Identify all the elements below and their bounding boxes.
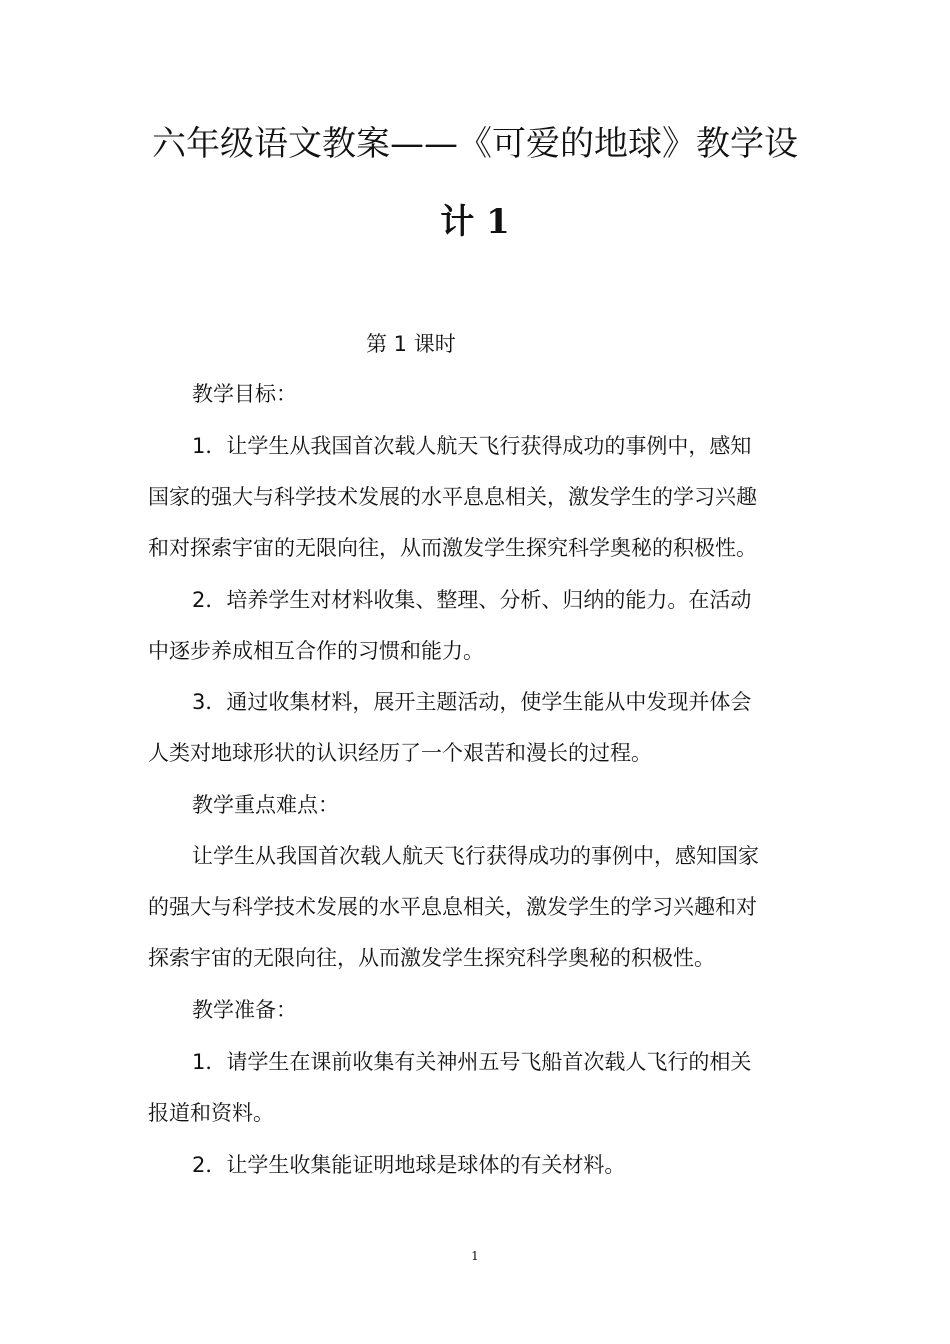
objective-2-line-1: 2．培养学生对材料收集、整理、分析、归纳的能力。在活动 — [192, 588, 752, 612]
objective-1-line-2: 国家的强大与科学技术发展的水平息息相关，激发学生的学习兴趣 — [148, 485, 757, 509]
objective-2-line-2: 中逐步养成相互合作的习惯和能力。 — [148, 639, 484, 663]
lesson-label: 第 1 课时 — [366, 332, 456, 356]
keypoints-line-2: 的强大与科学技术发展的水平息息相关，激发学生的学习兴趣和对 — [148, 895, 757, 919]
keypoints-line-3: 探索宇宙的无限向往，从而激发学生探究科学奥秘的积极性。 — [148, 946, 715, 970]
objectives-heading: 教学目标： — [192, 382, 297, 406]
keypoints-line-1: 让学生从我国首次载人航天飞行获得成功的事例中，感知国家 — [192, 844, 759, 868]
preparation-heading: 教学准备： — [192, 998, 297, 1022]
objective-3-line-1: 3．通过收集材料，展开主题活动，使学生能从中发现并体会 — [192, 690, 752, 714]
preparation-1-line-2: 报道和资料。 — [148, 1101, 274, 1125]
page-number: 1 — [471, 1249, 479, 1263]
objective-1-line-1: 1．让学生从我国首次载人航天飞行获得成功的事例中，感知 — [192, 434, 752, 458]
objective-3-line-2: 人类对地球形状的认识经历了一个艰苦和漫长的过程。 — [148, 741, 652, 765]
preparation-1-line-1: 1．请学生在课前收集有关神州五号飞船首次载人飞行的相关 — [192, 1050, 752, 1074]
document-title-line-2: 计 1 — [440, 202, 510, 242]
preparation-2-line-1: 2．让学生收集能证明地球是球体的有关材料。 — [192, 1153, 626, 1177]
objective-1-line-3: 和对探索宇宙的无限向往，从而激发学生探究科学奥秘的积极性。 — [148, 536, 757, 560]
keypoints-heading: 教学重点难点： — [192, 793, 339, 817]
document-title-line-1: 六年级语文教案——《可爱的地球》教学设 — [152, 124, 798, 164]
